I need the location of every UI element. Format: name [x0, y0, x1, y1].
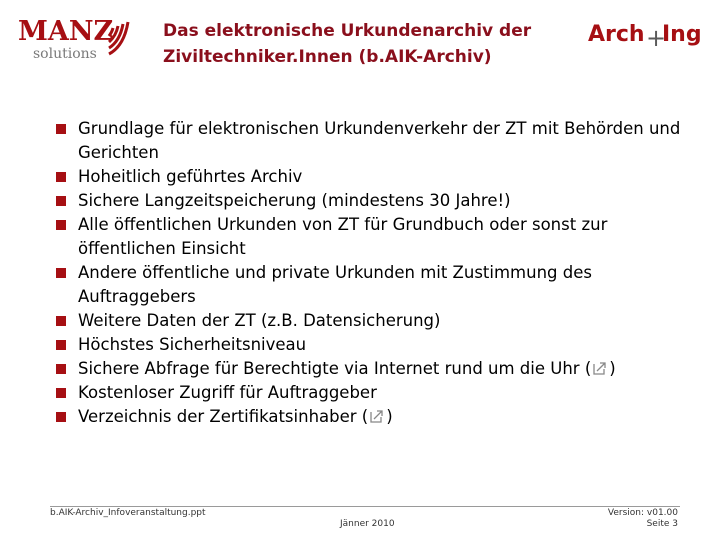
bullet-square-icon — [56, 340, 66, 350]
manz-mark-icon — [106, 18, 132, 58]
footer-filename: b.AIK-Archiv_Infoveranstaltung.ppt — [50, 508, 206, 518]
bullet-item — [58, 333, 698, 357]
bullet-square-icon — [56, 220, 66, 230]
bullet-text-end: ) — [386, 407, 393, 426]
external-link-icon[interactable] — [369, 408, 385, 424]
logo-solutions-text: solutions — [33, 46, 97, 62]
footer-divider — [50, 506, 680, 507]
title-line-2: Ziviltechniker.Innen (b.AIK-Archiv) — [163, 47, 492, 67]
bullet-list — [58, 117, 698, 429]
bullet-square-icon — [56, 196, 66, 206]
bullet-square-icon — [56, 268, 66, 278]
bullet-item — [58, 165, 698, 189]
bullet-text-end: ) — [609, 359, 616, 378]
external-link-icon[interactable] — [592, 360, 608, 376]
title-line-1: Das elektronische Urkundenarchiv der — [163, 21, 532, 41]
footer-date: Jänner 2010 — [340, 519, 395, 529]
bullet-square-icon — [56, 388, 66, 398]
bullet-text: Kostenloser Zugriff für Auftraggeber — [78, 383, 377, 402]
bullet-item — [58, 117, 698, 165]
logo-plus-text: + — [646, 24, 667, 52]
bullet-item — [58, 381, 698, 405]
bullet-text: Weitere Daten der ZT (z.B. Datensicherung) — [78, 311, 441, 330]
bullet-text: Hoheitlich geführtes Archiv — [78, 167, 303, 186]
bullet-square-icon — [56, 412, 66, 422]
manz-solutions-logo — [14, 14, 132, 64]
footer-page-number: Seite 3 — [646, 519, 678, 529]
bullet-item — [58, 357, 698, 381]
bullet-square-icon — [56, 172, 66, 182]
bullet-text: Höchstes Sicherheitsniveau — [78, 335, 307, 354]
bullet-text: Verzeichnis der Zertifikatsinhaber ( — [78, 407, 369, 426]
footer-version: Version: v01.00 — [607, 508, 678, 518]
logo-ing-text: Ing — [662, 22, 702, 47]
bullet-square-icon — [56, 124, 66, 134]
bullet-item — [58, 405, 698, 429]
logo-manz-text: MANZ — [18, 16, 114, 47]
bullet-square-icon — [56, 316, 66, 326]
bullet-text: Andere öffentliche und private Urkunden mit Zustimmung des Auftraggebers — [78, 263, 592, 306]
bullet-square-icon — [56, 364, 66, 374]
bullet-text: Sichere Abfrage für Berechtigte via Internet rund um die Uhr ( — [78, 359, 592, 378]
bullet-item — [58, 261, 698, 309]
bullet-text: Alle öffentlichen Urkunden von ZT für Grundbuch oder sonst zur öffentlichen Einsicht — [78, 215, 608, 258]
logo-arch-text: Arch — [588, 22, 645, 47]
bullet-item — [58, 309, 698, 333]
bullet-text: Sichere Langzeitspeicherung (mindestens 30 Jahre!) — [78, 191, 511, 210]
slide-title — [163, 18, 563, 70]
bullet-item — [58, 189, 698, 213]
arch-ing-logo — [586, 20, 700, 56]
bullet-item — [58, 213, 698, 261]
bullet-text: Grundlage für elektronischen Urkundenverkehr der ZT mit Behörden und Gerichten — [78, 119, 681, 162]
